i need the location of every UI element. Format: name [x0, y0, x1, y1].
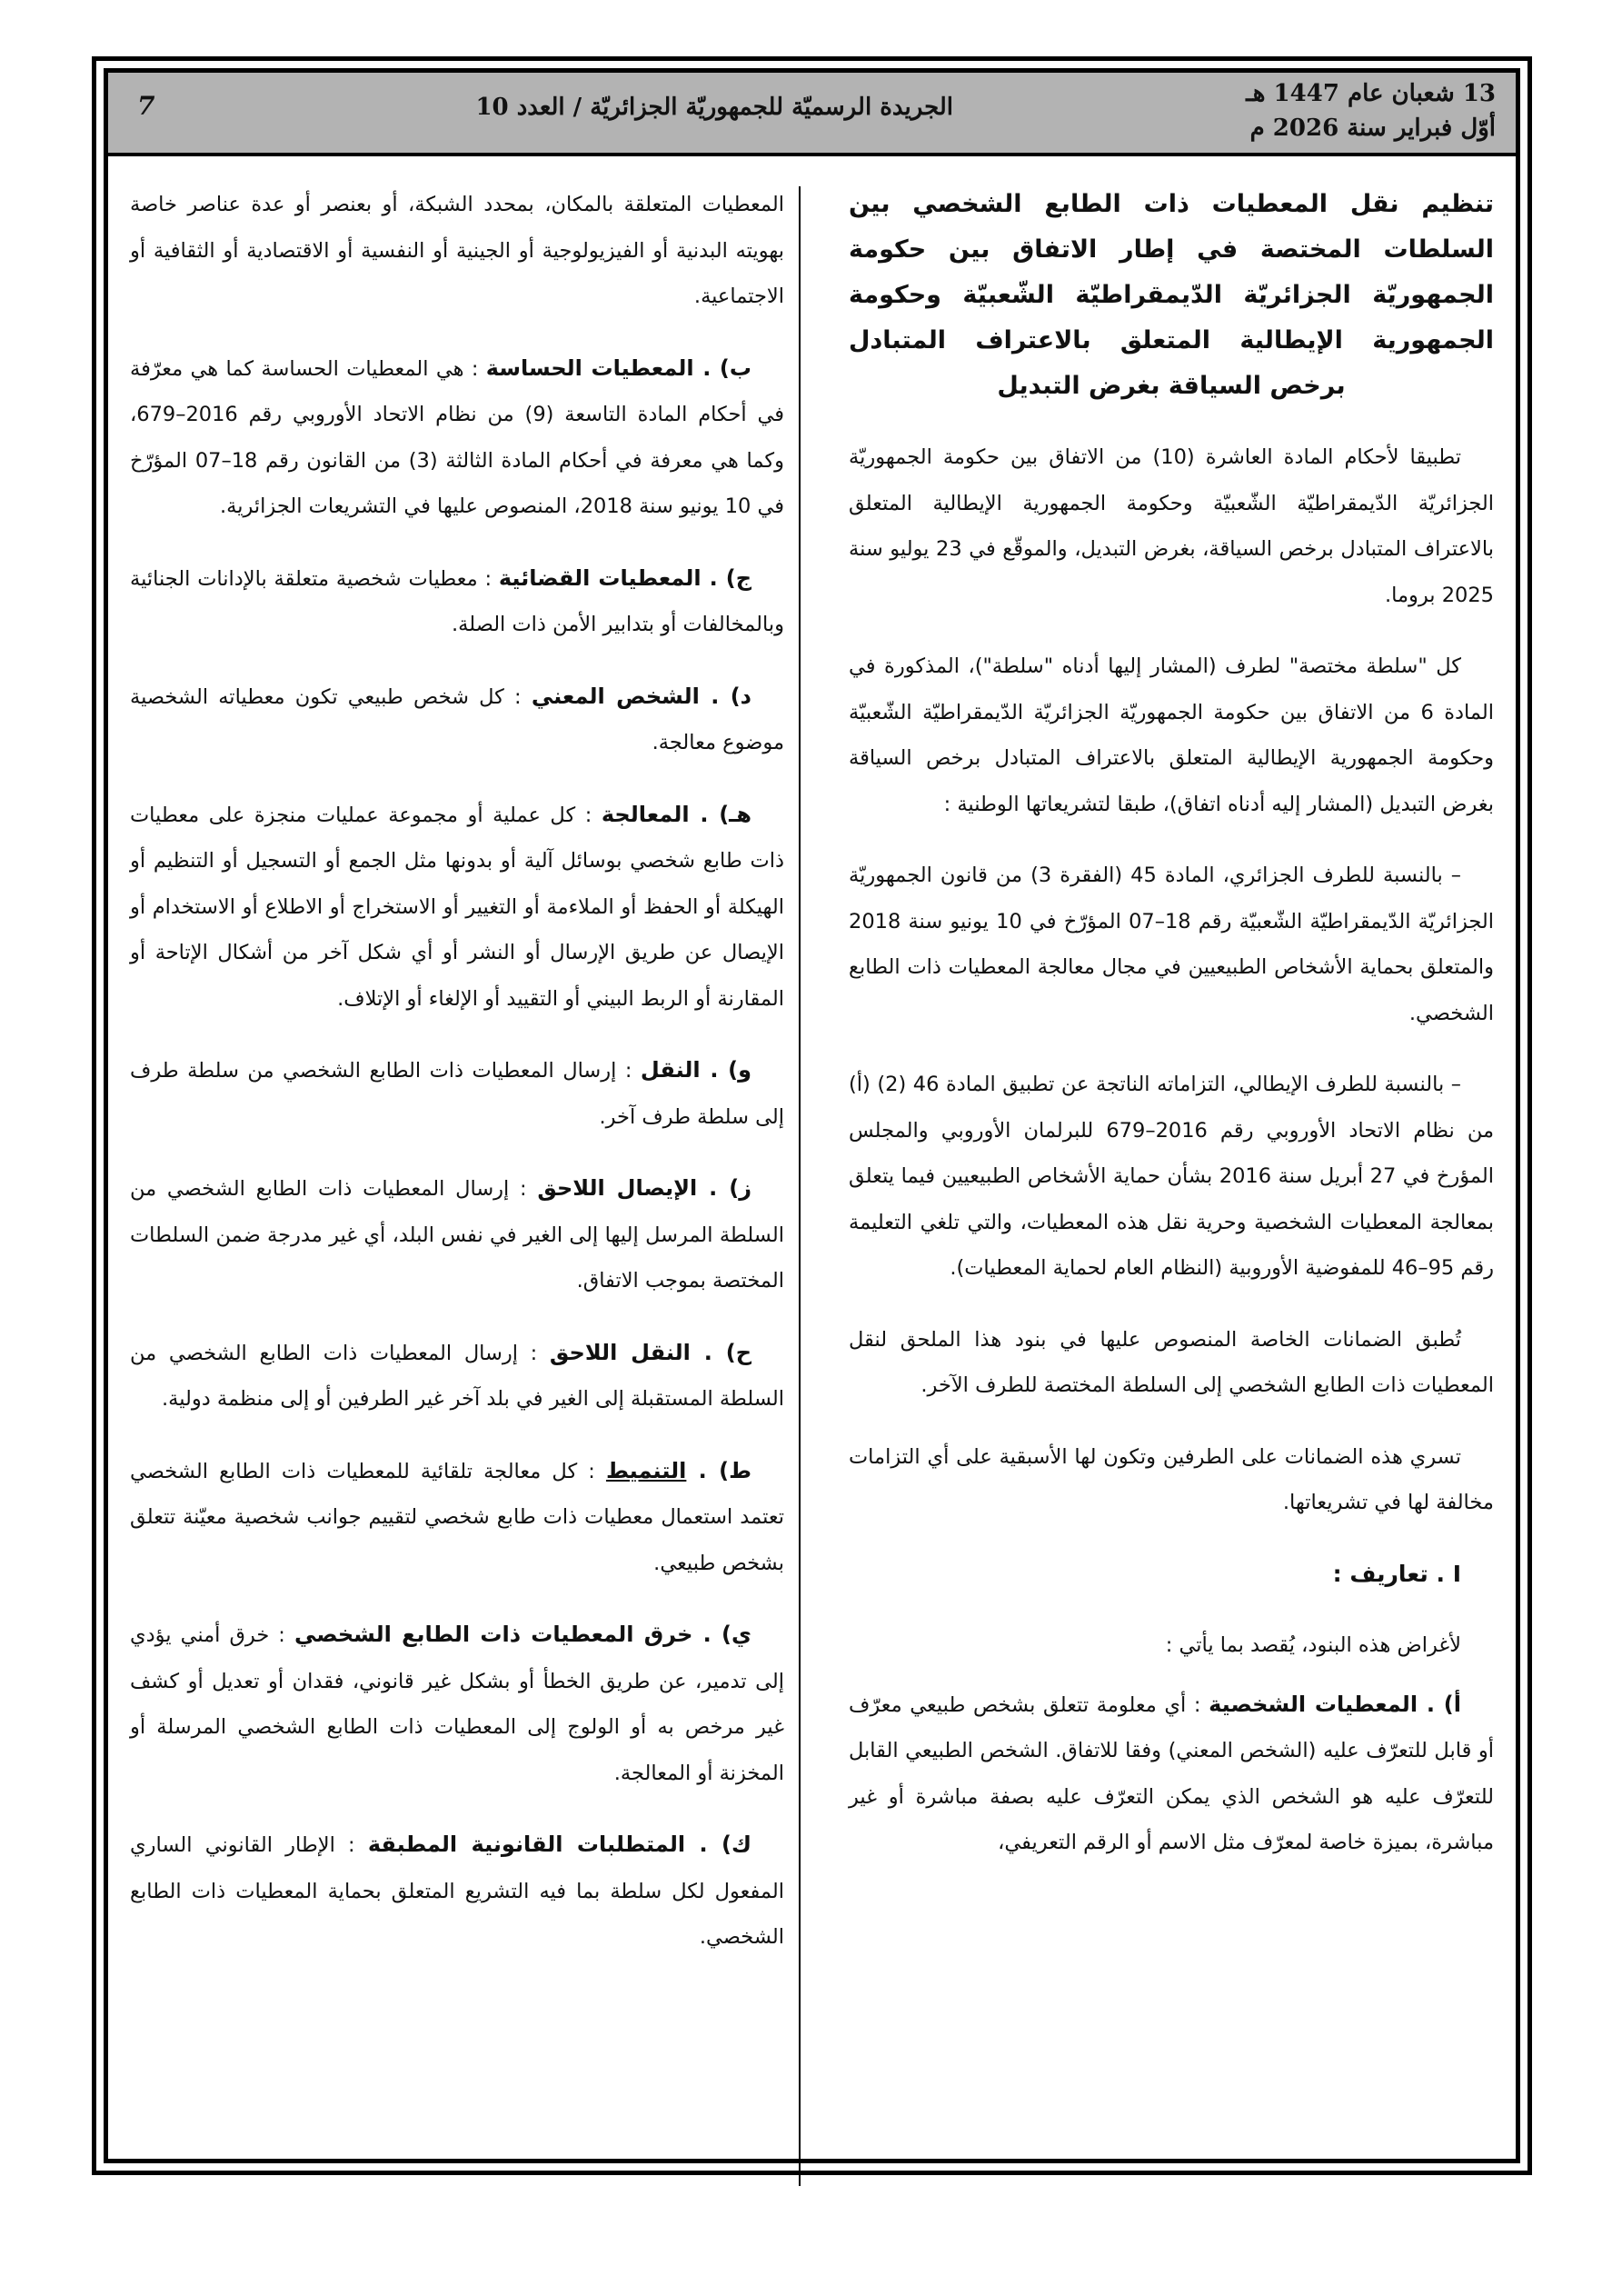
definition-j — [130, 1612, 784, 1796]
definition-label: ح) . — [690, 1339, 752, 1365]
definition-term: الإيصال اللاحق — [537, 1175, 698, 1201]
definition-label: ط) . — [686, 1457, 751, 1483]
continuation-paragraph: المعطيات المتعلقة بالمكان، بمحدد الشبكة، أو بعنصر أو عدة عناصر خاصة بهويته البدنية أو الفيزيولوجية أو الجينية أو النفسية أو الاقتصادية أو الثقافية أو الاجتماعية. — [130, 193, 784, 308]
definition-f — [130, 1047, 784, 1140]
definition-text: : إرسال المعطيات ذات الطابع الشخصي من سلطة طرف إلى سلطة طرف آخر. — [130, 1059, 784, 1129]
page-outer-frame — [92, 56, 1532, 2175]
definition-text: : إرسال المعطيات ذات الطابع الشخصي من السلطة المستقبلة إلى الغير في بلد آخر غير الطرفين أو إلى منظمة دولية. — [130, 1341, 784, 1411]
definition-term: خرق المعطيات ذات الطابع الشخصي — [294, 1622, 693, 1647]
definition-term: المعطيات الحساسة — [485, 354, 694, 381]
definition-label: ج) . — [701, 564, 751, 591]
gazette-header — [108, 73, 1516, 156]
page-inner-frame — [104, 68, 1520, 2163]
definition-text: : كل شخص طبيعي تكون معطياته الشخصية موضوع معالجة. — [130, 684, 784, 754]
definition-label: د) . — [699, 683, 751, 709]
definition-term: المعطيات الشخصية — [1209, 1691, 1418, 1717]
definition-text: : كل عملية أو مجموعة عمليات منجزة على معطيات ذات طابع شخصي بوسائل آلية أو بدونها مثل الجمع أو التسجيل أو التنظيم أو الهيكلة أو الحفظ أو الملاءمة أو التغيير أو الاستخراج أو الاطلاع أو الاستخدام أو الإيصال عن طريق الإرسال أو النشر أو أي شكل آخر من أشكال الإتاحة أو المقارنة أو الربط البيني أو التقييد أو الإلغاء أو الإتلاف. — [130, 803, 784, 1011]
right-column — [849, 182, 1494, 1892]
definition-text: : إرسال المعطيات ذات الطابع الشخصي من السلطة المرسل إليها إلى الغير في نفس البلد، أي غير مدرجة ضمن السلطات المختصة بموجب الاتفاق. — [130, 1177, 784, 1293]
column-divider — [799, 186, 801, 2186]
definitions-intro: لأغراض هذه البنود، يُقصد بما يأتي : — [1165, 1633, 1461, 1657]
date-hijri: 13 شعبان عام 1447 هـ — [1246, 80, 1496, 107]
definition-text: : معطيات شخصية متعلقة بالإدانات الجنائية وبالمخالفات أو بتدابير الأمن ذات الصلة. — [130, 566, 784, 636]
definition-a — [849, 1682, 1494, 1866]
definition-text: : خرق أمني يؤدي إلى تدمير، عن طريق الخطأ أو بشكل غير قانوني، فقدان أو تعديل أو كشف غير مرخص به أو الولوج إلى المعطيات ذات الطابع الشخصي المرسلة أو المخزنة أو المعالجة. — [130, 1623, 784, 1785]
document-title: تنظيم نقل المعطيات ذات الطابع الشخصي بين السلطات المختصة في إطار الاتفاق بين حكومة الجمهوريّة الجزائريّة الدّيمقراطيّة الشّعبيّة وحكومة الجمهورية الإيطالية المتعلق بالاعتراف المتبادل برخص السياقة بغرض التبديل — [849, 190, 1494, 400]
definition-text: : كل معالجة تلقائية للمعطيات ذات الطابع الشخصي تعتمد استعمال معطيات ذات طابع شخصي لتقييم جوانب شخصية معيّنة تتعلق بشخص طبيعي. — [130, 1459, 784, 1575]
paragraph: تطبيقا لأحكام المادة العاشرة (10) من الاتفاق بين حكومة الجمهوريّة الجزائريّة الدّيمقراطيّة الشّعبيّة وحكومة الجمهورية الإيطالية المتعلق بالاعتراف المتبادل برخص السياقة، بغرض التبديل، والموقّع في 23 يوليو سنة 2025 بروما. — [849, 445, 1494, 607]
definition-d — [130, 674, 784, 766]
definition-term: الشخص المعني — [531, 683, 700, 709]
definition-text: : هي المعطيات الحساسة كما هي معرّفة في أحكام المادة التاسعة (9) من نظام الاتحاد الأوروبي رقم 2016–679، وكما هي معرفة في أحكام المادة الثالثة (3) من القانون رقم 18–07 المؤرّخ في 10 يونيو سنة 2018، المنصوص عليها في التشريعات الجزائرية. — [130, 356, 784, 518]
definition-b — [130, 345, 784, 530]
definition-text: : الإطار القانوني الساري المفعول لكل سلطة بما فيه التشريع المتعلق بحماية المعطيات ذات الطابع الشخصي. — [130, 1833, 784, 1949]
paragraph: – بالنسبة للطرف الإيطالي، التزاماته الناتجة عن تطبيق المادة 46 (2) (أ) من نظام الاتحاد الأوروبي رقم 2016–679 للبرلمان الأوروبي والمجلس المؤرخ في 27 أبريل سنة 2016 بشأن حماية الأشخاص الطبيعيين فيما يتعلق بمعالجة المعطيات الشخصية وحرية نقل هذه المعطيات، والتي تلغي التعليمة رقم 95–46 للمفوضية الأوروبية (النظام العام لحماية المعطيات). — [849, 1073, 1494, 1280]
paragraph: – بالنسبة للطرف الجزائري، المادة 45 (الفقرة 3) من قانون الجمهوريّة الجزائريّة الدّيمقراطيّة الشّعبيّة رقم 18–07 المؤرّخ في 10 يونيو سنة 2018 والمتعلق بحماية الأشخاص الطبيعيين في مجال معالجة المعطيات ذات الطابع الشخصي. — [849, 863, 1494, 1025]
section-heading-definitions: I . تعاريف : — [1332, 1560, 1461, 1587]
definition-label: هـ) . — [689, 801, 752, 827]
definition-label: ك) . — [685, 1832, 751, 1857]
definition-label: و) . — [700, 1057, 751, 1083]
definition-g — [130, 1165, 784, 1304]
definition-label: ي) . — [692, 1622, 751, 1647]
paragraph: تسري هذه الضمانات على الطرفين وتكون لها الأسبقية على أي التزامات مخالفة لها في تشريعاتها. — [849, 1444, 1494, 1514]
paragraph: تُطبق الضمانات الخاصة المنصوص عليها في بنود هذا الملحق لنقل المعطيات ذات الطابع الشخصي إلى السلطة المختصة للطرف الآخر. — [849, 1327, 1494, 1397]
page-number: 7 — [137, 91, 155, 121]
header-date — [1246, 76, 1496, 145]
definition-label: ز) . — [697, 1175, 752, 1201]
definition-label: أ) . — [1418, 1691, 1461, 1717]
definition-term: المتطلبات القانونية المطبقة — [367, 1832, 686, 1857]
definition-text: : أي معلومة تتعلق بشخص طبيعي معرّف أو قابل للتعرّف عليه (الشخص المعني) وفقا للاتفاق. الشخص الطبيعي القابل للتعرّف عليه هو الشخص الذي يمكن التعرّف عليه بصفة مباشرة أو غير مباشرة، بميزة خاصة لمعرّف مثل الاسم أو الرقم التعريفي، — [849, 1692, 1494, 1854]
paragraph: كل "سلطة مختصة" لطرف (المشار إليها أدناه "سلطة")، المذكورة في المادة 6 من الاتفاق بين حكومة الجمهوريّة الجزائريّة الدّيمقراطيّة الشّعبيّة وحكومة الجمهورية الإيطالية المتعلق بالاعتراف المتبادل برخص السياقة بغرض التبديل (المشار إليه أدناه اتفاق)، طبقا لتشريعاتها الوطنية : — [849, 654, 1494, 816]
definition-term: المعطيات القضائية — [498, 564, 702, 591]
definition-term: التنميط — [605, 1457, 687, 1483]
definition-c — [130, 555, 784, 648]
date-gregorian: أوّل فبراير سنة 2026 م — [1249, 115, 1496, 142]
gazette-title: الجريدة الرسميّة للجمهوريّة الجزائريّة / العدد 10 — [475, 94, 953, 121]
definition-term: المعالجة — [601, 801, 690, 827]
definition-k — [130, 1822, 784, 1961]
definition-e — [130, 792, 784, 1023]
definition-term: النقل اللاحق — [549, 1339, 691, 1365]
definition-label: ب) . — [693, 354, 751, 381]
left-column — [130, 182, 784, 1986]
definition-i — [130, 1448, 784, 1587]
definition-h — [130, 1330, 784, 1423]
definition-term: النقل — [640, 1057, 701, 1083]
